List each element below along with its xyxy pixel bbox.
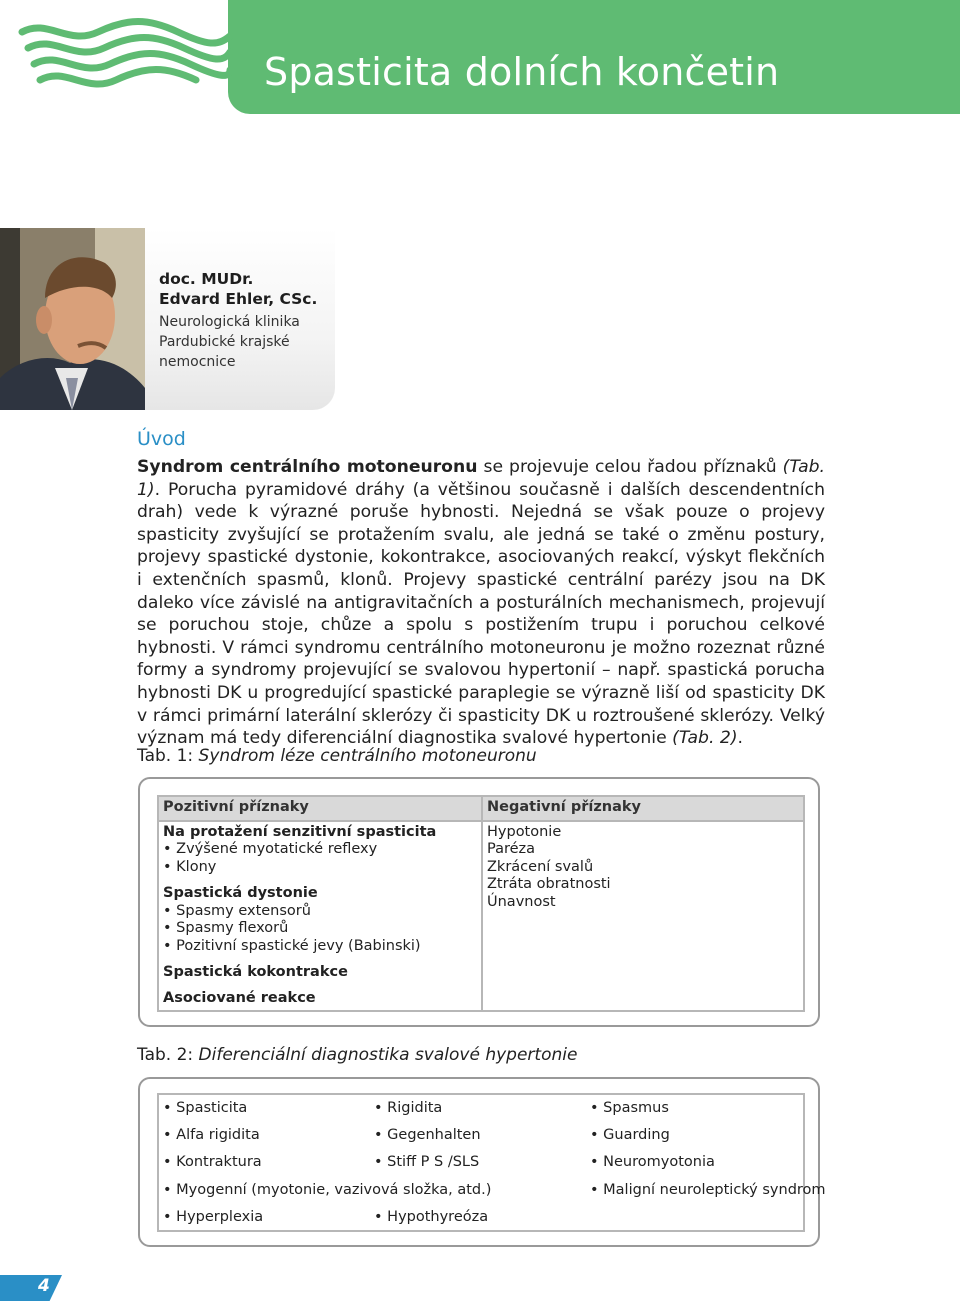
author-affiliation-line: Neurologická klinika: [159, 314, 300, 330]
intro-table-ref: (Tab. 2): [672, 728, 738, 749]
table2-cell: • Myogenní (myotonie, vazivová složka, atd.): [163, 1182, 492, 1198]
table2-cell: • Hyperplexia: [163, 1209, 264, 1225]
page-number: 4: [38, 1276, 50, 1296]
table1-group-title: Asociované reakce: [163, 990, 316, 1006]
table2-cell: • Stiff P S /SLS: [374, 1154, 480, 1170]
table1-item: • Pozitivní spastické jevy (Babinski): [163, 938, 421, 954]
intro-text: . Porucha pyramidové dráhy (a většinou současně i dalších descendentních drah) vede k výrazné poruše hybnosti. Nejedná se však pouze o projevy spasticity zvyšující se protažením svalu, ale jedná se také o změnu postury, projevy spastické dystonie, kokontrakce, asociovaných reakcí, výskyt flekčních i extenčních spasmů, klonů. Projevy spastické centrální parézy jsou na DK daleko více závislé na antigravitačních a posturálních mechanismech, projevují se poruchou stoje, chůze a spolu s postižením trupu i poruchou celkové hybnosti. V rámci syndromu centrálního motoneuronu je možno rozeznat různé formy a syndromy projevující se svalovou hypertonií – např. spastická porucha hybnosti DK u progredující spastické paraplegie se výrazně liší od spasticity DK v rámci primární laterální sklerózy či spasticity DK u roztroušené sklerózy. Velký význam má tedy diferenciální diagnostika svalové hypertonie: [137, 479, 825, 749]
table1-item: • Spasmy flexorů: [163, 920, 289, 936]
author-affiliation-line: Pardubické krajské: [159, 334, 290, 350]
intro-bold-lead: Syndrom centrálního motoneuronu: [137, 457, 478, 477]
table1-col2-header: Negativní příznaky: [487, 799, 641, 815]
table1-item: • Zvýšené myotatické reflexy: [163, 841, 378, 857]
table2-cell: • Guarding: [590, 1127, 670, 1143]
table2-caption-text: Diferenciální diagnostika svalové hypertonie: [193, 1045, 578, 1065]
table1-caption-text: Syndrom léze centrálního motoneuronu: [193, 746, 537, 766]
divider: [481, 797, 483, 1010]
table2-caption: [137, 1045, 577, 1065]
table1-group-title: Spastická kokontrakce: [163, 964, 348, 980]
page-title: Spasticita dolních končetin: [264, 50, 780, 94]
table1-item: Zkrácení svalů: [487, 859, 594, 875]
author-title: doc. MUDr.: [159, 270, 254, 288]
section-heading: Úvod: [137, 428, 186, 450]
table1-group-title: Na protažení senzitivní spasticita: [163, 824, 437, 840]
table1-item: Hypotonie: [487, 824, 562, 840]
table2: [157, 1093, 826, 1232]
table1-item: • Spasmy extensorů: [163, 903, 311, 919]
table1: [157, 795, 805, 1012]
table1-col1-header: Pozitivní příznaky: [163, 799, 309, 815]
intro-text: .: [737, 728, 744, 749]
table2-cell: • Neuromyotonia: [590, 1154, 715, 1170]
table2-caption-label: Tab. 2:: [137, 1045, 194, 1065]
table2-cell: • Maligní neuroleptický syndrom: [590, 1182, 826, 1198]
author-name: Edvard Ehler, CSc.: [159, 290, 318, 308]
table1-item: Únavnost: [487, 894, 556, 910]
table2-cell: • Spasticita: [163, 1100, 248, 1116]
table2-cell: • Rigidita: [374, 1100, 443, 1116]
table2-cell: • Hypothyreóza: [374, 1209, 489, 1225]
table1-group-title: Spastická dystonie: [163, 885, 318, 901]
table1-item: • Klony: [163, 859, 217, 875]
wave-logo-icon: [18, 18, 233, 93]
table2-cell: • Alfa rigidita: [163, 1127, 260, 1143]
intro-table-ref: (Tab. 1): [137, 457, 825, 500]
page-number-tab: [0, 1275, 62, 1301]
table2-cell: • Gegenhalten: [374, 1127, 481, 1143]
author-photo: [0, 228, 145, 410]
intro-paragraph: [137, 456, 825, 750]
author-affiliation-line: nemocnice: [159, 354, 236, 370]
table2-cell: • Kontraktura: [163, 1154, 262, 1170]
table1-item: Ztráta obratnosti: [487, 876, 611, 892]
table2-cell: • Spasmus: [590, 1100, 669, 1116]
table1-item: Paréza: [487, 841, 536, 857]
table1-caption-label: Tab. 1:: [137, 746, 194, 766]
table1-caption: [137, 746, 537, 766]
intro-text: se projevuje celou řadou příznaků: [477, 457, 783, 477]
